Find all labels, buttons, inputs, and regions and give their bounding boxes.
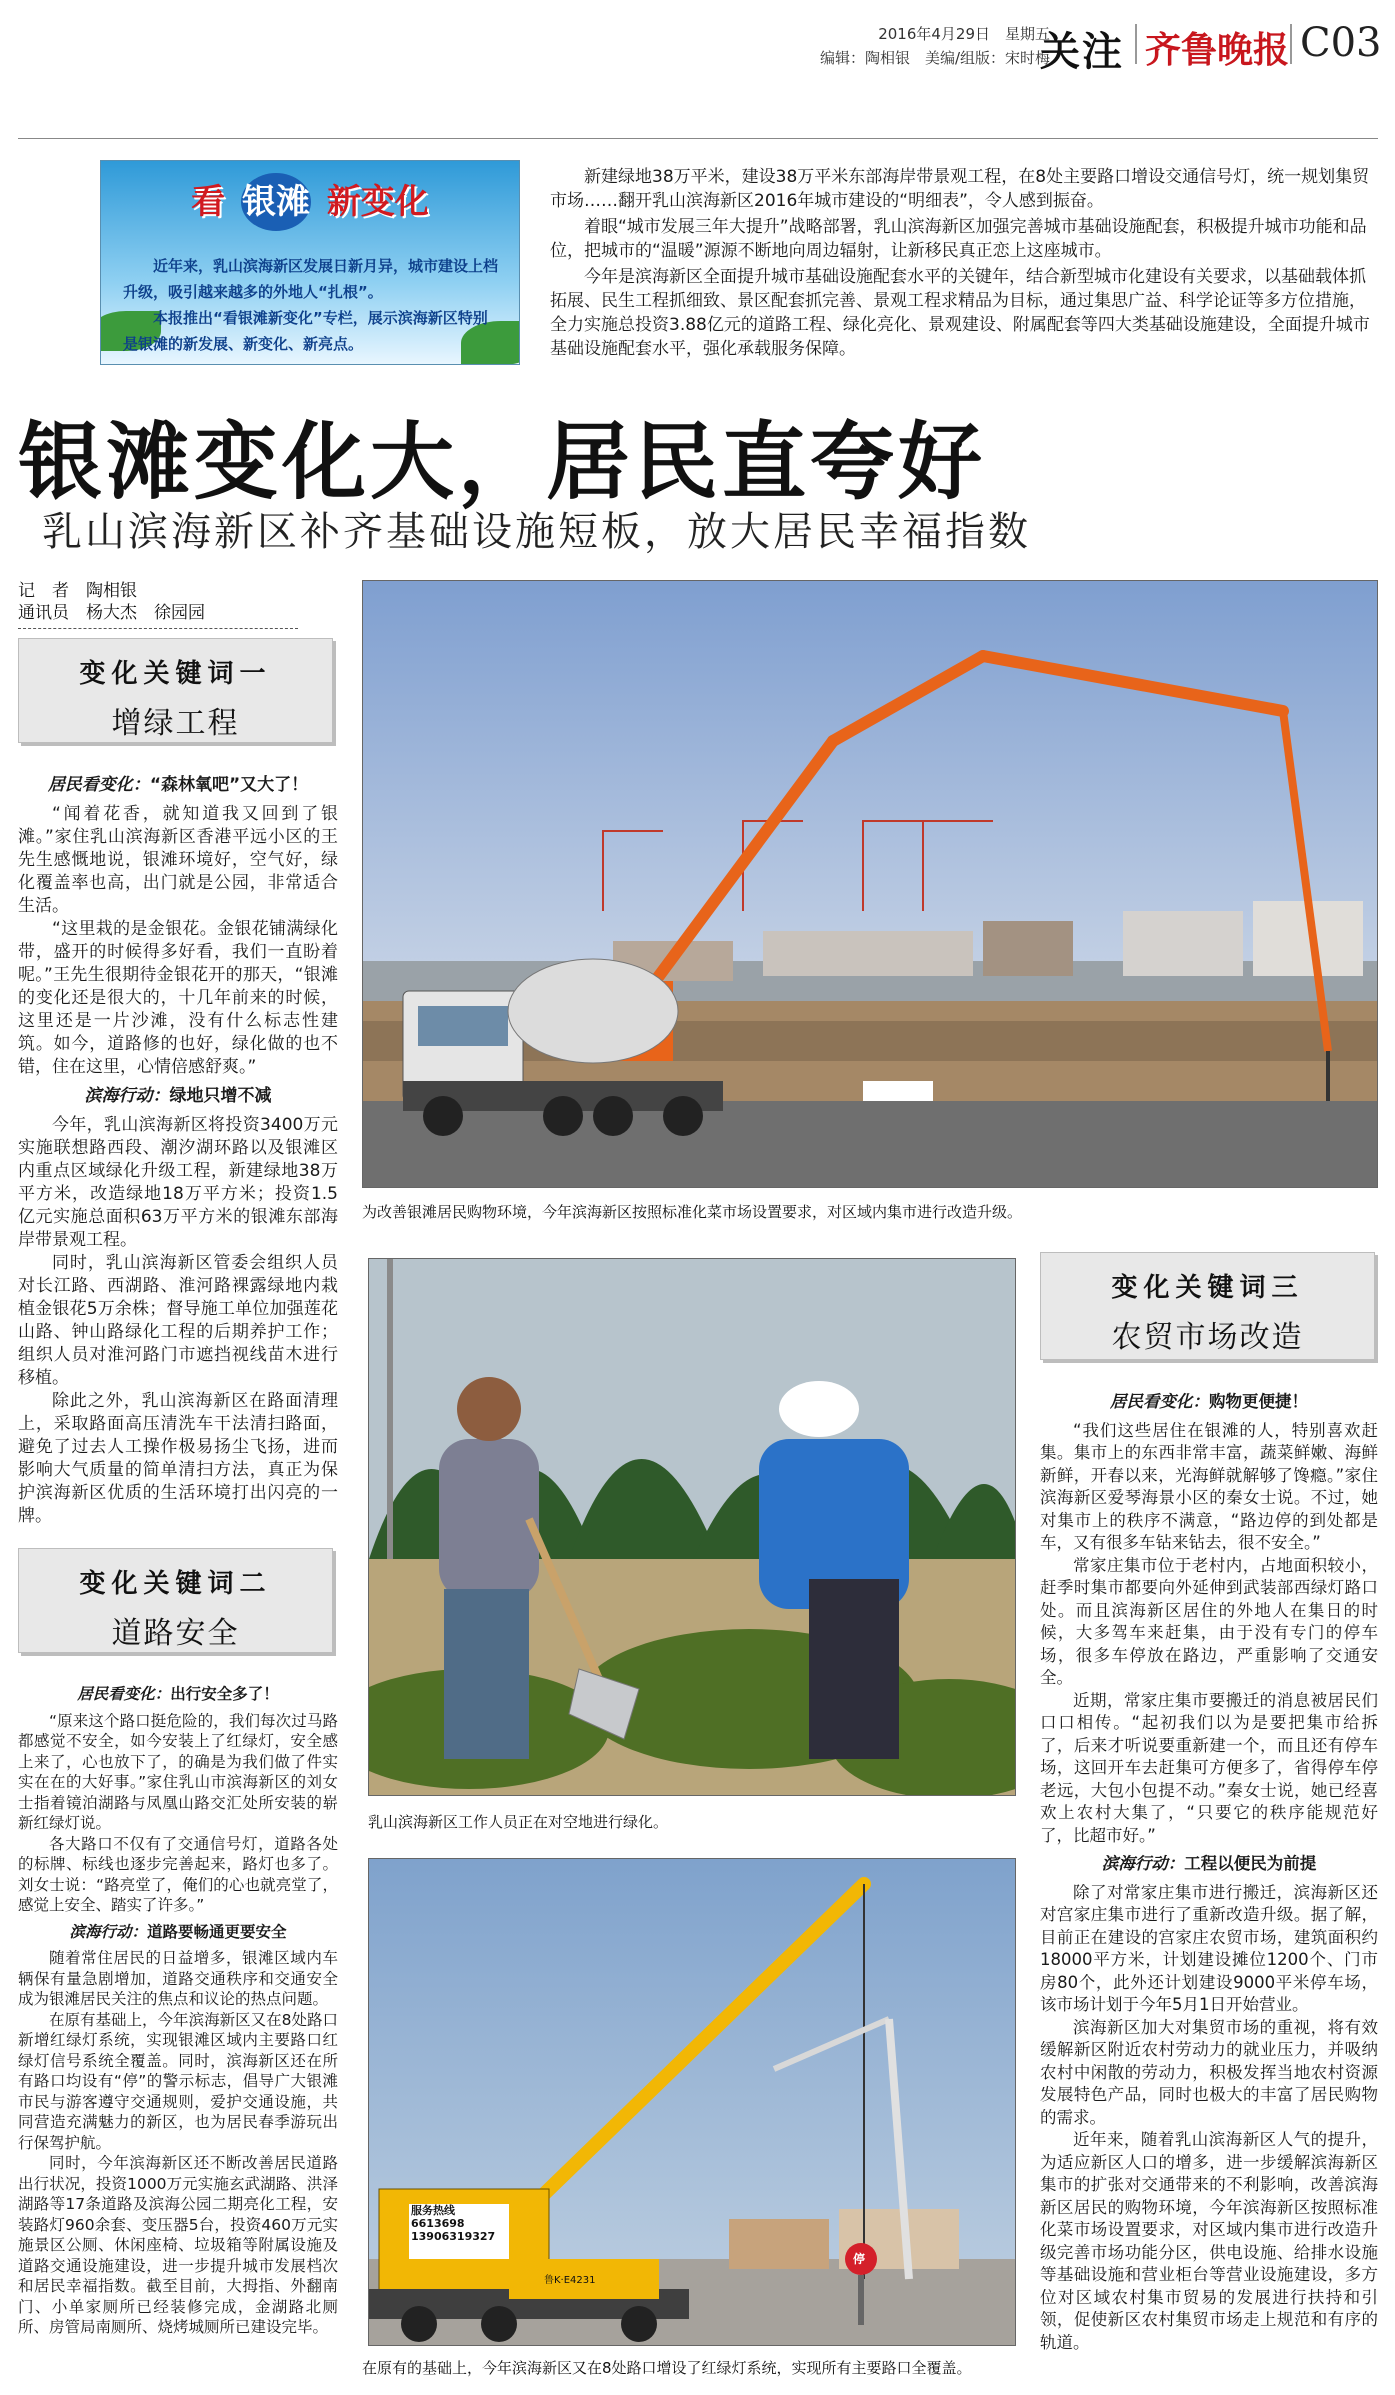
truck-hotline-label: 服务热线: [411, 2204, 455, 2217]
intro-text: [550, 165, 1380, 363]
issue-date: 2016年4月29日 星期五: [878, 25, 1050, 43]
headline: 银滩变化大，居民直夸好: [18, 413, 987, 511]
intro-paragraph: 今年是滨海新区全面提升城市基础设施配套水平的关键年，结合新型城市化建设有关要求，以基础载体抓拓展、民生工程抓细致、景区配套抓完善、景观工程求精品为目标，通过集思广益、科学论证等多方位措施，全力实施总投资3.88亿元的道路工程、绿化亮化、景观建设、附属配套等四大类基础设施建设，全面提升城市基础设施配套水平，强化承载服务保障。: [550, 267, 1370, 359]
keyword-title: 增绿工程: [111, 706, 240, 741]
article-paragraph: “我们这些居住在银滩的人，特别喜欢赶集。集市上的东西非常丰富，蔬菜鲜嫩、海鲜新鲜，开春以来，光海鲜就解够了馋瘾。”家住滨海新区爱琴海景小区的秦女士说。不过，她对集市上的秩序不满意，“路边停的到处都是车，又有很多车钻来钻去，很不安全。”: [1040, 1420, 1378, 1552]
article-column-1b: [18, 1678, 338, 2338]
article-column-3: [1040, 1385, 1378, 2354]
article-paragraph: 近期，常家庄集市要搬迁的消息被居民们口口相传。“起初我们以为是要把集市给拆了，后来才听说要重新建一个，而且还有停车场，这回开车去赶集可方便多了，省得停车停老远，大包小包提不动。”秦女士说，她已经喜欢上农村大集了，“只要它的秩序能规范好了，比超市好。”: [1040, 1690, 1378, 1845]
masthead-divider: [1135, 24, 1137, 64]
article-column-1a: [18, 768, 338, 1528]
article-paragraph: 随着常住居民的日益增多，银滩区域内车辆保有量急剧增加，道路交通秩序和交通安全成为银滩居民关注的焦点和议论的热点问题。: [18, 1949, 338, 2008]
banner-text-line: 本报推出“看银滩新变化”专栏，展示滨海新区特别是银滩的新发展、新变化、新亮点。: [123, 309, 488, 353]
intro-paragraph: 新建绿地38万平米，建设38万平米东部海岸带景观工程，在8处主要路口增设交通信号灯，统一规划集贸市场……翻开乳山滨海新区2016年城市建设的“明细表”，令人感到振奋。: [550, 167, 1370, 211]
section-subheading: 滨海行动：道路要畅通更要安全: [69, 1921, 287, 1941]
article-paragraph: 在原有基础上，今年滨海新区又在8处路口新增红绿灯系统，实现银滩区域内主要路口红绿灯信号系统全覆盖。同时，滨海新区还在所有路口均设有“停”的警示标志，倡导广大银滩市民与游客遵守交通规则，爱护交通设施，共同营造充满魅力的新区，也为居民春季游玩出行保驾护航。: [18, 2010, 338, 2152]
section-subheading: 滨海行动：工程以便民为前提: [1101, 1854, 1317, 1873]
keyword-label: 变化关键词一: [79, 659, 272, 689]
photo-concrete-pump: [362, 580, 1378, 1188]
keyword-label: 变化关键词三: [1111, 1273, 1304, 1303]
section-subheading: 居民看变化：购物更便捷！: [1110, 1392, 1308, 1411]
article-paragraph: 除了对常家庄集市进行搬迁，滨海新区还对宫家庄集市进行了重新改造升级。据了解，目前正在建设的宫家庄农贸市场，建筑面积约18000平方米，计划建设摊位1200个、门市房80个，此外还计划建设9000平米停车场，该市场计划于今年5月1日开始营业。: [1040, 1882, 1378, 2014]
article-paragraph: “这里栽的是金银花。金银花铺满绿化带，盛开的时候得多好看，我们一直盼着呢。”王先生很期待金银花开的那天，“银滩的变化还是很大的，十几年前来的时候，这里还是一片沙滩，没有什么标志性建筑。如今，道路修的也好，绿化做的也不错，住在这里，心情倍感舒爽。”: [18, 919, 338, 1077]
banner-text-line: 近年来，乳山滨海新区发展日新月异，城市建设上档升级，吸引越来越多的外地人“扎根”。: [123, 257, 499, 301]
keyword-label: 变化关键词二: [79, 1569, 272, 1599]
top-rule: [18, 138, 1378, 139]
article-paragraph: “闻着花香，就知道我又回到了银滩。”家住乳山滨海新区香港平远小区的王先生感慨地说，银滩环境好，空气好，绿化覆盖率也高，出门就是公园，非常适合生活。: [18, 804, 338, 916]
stop-sign-text: 停: [853, 2252, 866, 2266]
article-paragraph: 滨海新区加大对集贸市场的重视，将有效缓解新区附近农村劳动力的就业压力，并吸纳农村中闲散的劳动力，积极发挥当地农村资源发展特色产品，同时也极大的丰富了居民购物的需求。: [1040, 2017, 1378, 2127]
article-paragraph: 同时，今年滨海新区还不断改善居民道路出行状况，投资1000万元实施玄武湖路、洪泽湖路等17条道路及滨海公园二期亮化工程，安装路灯960余套、变压器5台，投资460万元实施景区公厕、休闲座椅、垃圾箱等附属设施及道路交通设施建设，进一步提升城市发展档次和居民幸福指数。截至目前，大拇指、外翻南门、小单家厕所已经装修完成，金湖路北厕所、房管局南厕所、烧烤城厕所已建设完毕。: [18, 2154, 338, 2336]
banner-text: [123, 253, 499, 357]
truck-hotline-sign: [411, 2204, 495, 2243]
article-paragraph: 同时，乳山滨海新区管委会组织人员对长江路、西湖路、淮河路裸露绿地内栽植金银花5万余株；督导施工单位加强莲花山路、钟山路绿化工程的后期养护工作；组织人员对淮河路门市遮挡视线苗木进行移植。: [18, 1253, 338, 1388]
truck-hotline-number: 6613698: [411, 2217, 465, 2230]
keyword-box-3: [1040, 1252, 1375, 1360]
intro-paragraph: 着眼“城市发展三年大提升”战略部署，乳山滨海新区加强完善城市基础设施配套，积极提升城市功能和品位，把城市的“温暖”源源不断地向周边辐射，让新移民真正恋上这座城市。: [550, 217, 1367, 261]
banner-title-badge: 银滩: [241, 173, 311, 231]
photo-caption: 在原有的基础上，今年滨海新区又在8处路口增设了红绿灯系统，实现所有主要路口全覆盖。: [362, 2359, 972, 2377]
keyword-box-1: [18, 638, 333, 743]
banner-title-left: 看: [191, 182, 226, 222]
byline: [18, 580, 298, 624]
column-banner: [100, 160, 520, 365]
photo-crane: [368, 1858, 1016, 2346]
truck-hotline-mobile: 13906319327: [411, 2230, 496, 2243]
byline-rule: [18, 628, 298, 629]
banner-title-right: 新变化: [326, 182, 429, 222]
article-paragraph: 除此之外，乳山滨海新区在路面清理上，采取路面高压清洗车干法清扫路面，避免了过去人工操作极易扬尘飞扬，进而影响大气质量的简单清扫方法，真正为保护滨海新区优质的生活环境打出闪亮的一牌。: [18, 1391, 338, 1526]
article-paragraph: 常家庄集市位于老村内，占地面积较小，赶季时集市都要向外延伸到武装部西绿灯路口处。而且滨海新区居住的外地人在集日的时候，大多驾车来赶集，由于没有专门的停车场，很多车停放在路边，严重影响了交通安全。: [1040, 1555, 1378, 1687]
photo-caption: 乳山滨海新区工作人员正在对空地进行绿化。: [368, 1813, 669, 1831]
article-paragraph: “原来这个路口挺危险的，我们每次过马路都感觉不安全，如今安装上了红绿灯，安全感上来了，心也放下了，的确是为我们做了件实实在在的大好事。”家住乳山市滨海新区的刘女士指着镜泊湖路与凤凰山路交汇处所安装的崭新红绿灯说。: [18, 1711, 338, 1832]
editor-credits: 编辑：陶相银 美编/组版：宋时梅: [819, 49, 1050, 67]
section-name: 关注: [1040, 29, 1124, 75]
page-number: C03: [1300, 20, 1382, 66]
section-subheading: 居民看变化：“森林氧吧”又大了！: [47, 775, 309, 795]
photo-caption: 为改善银滩居民购物环境，今年滨海新区按照标准化菜市场设置要求，对区域内集市进行改造升级。: [362, 1203, 1023, 1221]
byline-correspondent: 通讯员 杨大杰 徐园园: [18, 603, 205, 623]
section-subheading: 滨海行动：绿地只增不减: [84, 1086, 272, 1106]
subheadline: 乳山滨海新区补齐基础设施短板，放大居民幸福指数: [42, 509, 1031, 555]
truck-plate: 鲁K·E4231: [544, 2275, 596, 2286]
section-subheading: 居民看变化：出行安全多了！: [77, 1684, 279, 1703]
photo-crane-image: [369, 1859, 1016, 2346]
article-paragraph: 各大路口不仅有了交通信号灯，道路各处的标牌、标线也逐步完善起来，路灯也多了。刘女士说：“路亮堂了，俺们的心也就亮堂了，感觉上安全、踏实了许多。”: [18, 1834, 338, 1914]
keyword-title: 农贸市场改造: [1111, 1320, 1304, 1355]
article-paragraph: 近年来，随着乳山滨海新区人气的提升，为适应新区人口的增多，进一步缓解滨海新区集市的扩张对交通带来的不利影响，改善滨海新区居民的购物环境，今年滨海新区按照标准化菜市场设置要求，对区域内集市进行改造升级完善市场功能分区，供电设施、给排水设施等基础设施和营业柜台等营业设施建设，多方位对区域农村集市贸易的发展进行扶持和引领，促使新区农村集贸市场走上规范和有序的轨道。: [1040, 2130, 1378, 2352]
photo-greening: [368, 1258, 1016, 1796]
byline-reporter: 记 者 陶相银: [18, 581, 137, 601]
banner-title: [101, 173, 519, 231]
keyword-box-2: [18, 1548, 333, 1653]
photo-concrete-pump-image: [363, 581, 1378, 1188]
article-paragraph: 今年，乳山滨海新区将投资3400万元实施联想路西段、潮汐湖环路以及银滩区内重点区域绿化升级工程，新建绿地38万平方米，改造绿地18万平方米；投资1.5亿元实施总面积63万平方米的银滩东部海岸带景观工程。: [18, 1115, 338, 1250]
photo-greening-image: [369, 1259, 1016, 1796]
masthead-meta: [790, 22, 1050, 70]
keyword-title: 道路安全: [111, 1616, 240, 1651]
masthead-divider: [1290, 24, 1292, 64]
newspaper-logo: 齐鲁晚报: [1145, 29, 1290, 71]
